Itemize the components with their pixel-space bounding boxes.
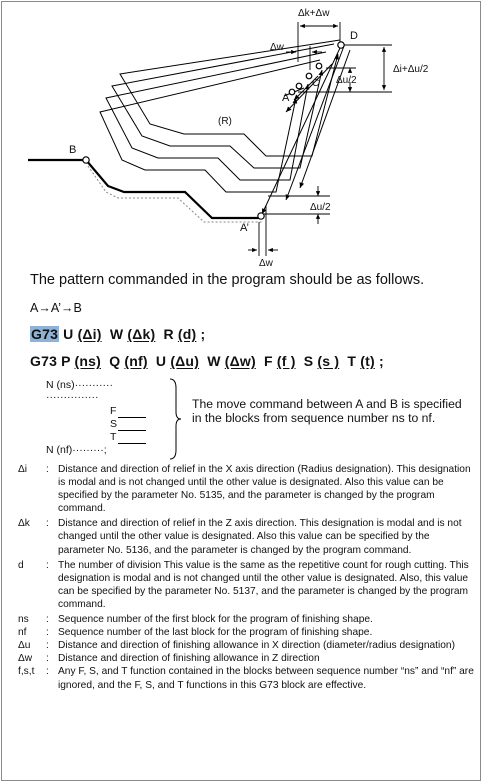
- definition-row: ns : Sequence number of the first block for the program of finishing shape.: [18, 614, 373, 626]
- pattern-description: The pattern commanded in the program should be as follows.: [30, 272, 425, 288]
- d-arg: (d): [177, 326, 197, 342]
- dim-dw-bottom-label: Δw: [259, 258, 273, 269]
- block-brace: [168, 378, 184, 460]
- point-a-prime-label: A’: [240, 222, 249, 234]
- di-arg: (Δi): [77, 326, 102, 342]
- dk-arg: (Δk): [127, 326, 156, 342]
- block-s: S: [110, 418, 118, 430]
- definition-row: Δi : Distance and direction of relief in the X axis direction (Radius designation). This designation is modal and is not changed until the other value is designated. Also this value can be specified by the parameter No. 5135, and the parameter is changed by the program command.: [18, 464, 471, 515]
- path-points: [83, 42, 344, 219]
- definition-row: Δk : Distance and direction of relief in the Z axis direction. This designation is modal and is not changed until the other value is designated. Also this value can be specified by the parameter No. 5136, and the parameter is changed by the program command.: [18, 518, 462, 556]
- block-f-underline: [118, 417, 146, 418]
- definition-row: Δw : Distance and direction of finishing allowance in Z direction: [18, 653, 320, 665]
- f-arg: (f ): [276, 353, 296, 369]
- dw-arg: (Δw): [224, 353, 256, 369]
- t-arg: (t): [360, 353, 375, 369]
- block-nf-line: N (nf)·········;: [46, 444, 107, 456]
- dim-dw-top-label: Δw: [270, 42, 284, 53]
- workpiece-profile: [28, 160, 262, 222]
- ns-arg: (ns): [74, 353, 101, 369]
- point-c-label: C: [312, 78, 320, 89]
- du-arg: (Δu): [170, 353, 200, 369]
- g73-line-1: G73 U (Δi) W (Δk) R (d) ;: [31, 326, 206, 342]
- definition-row: nf : Sequence number of the last block for the program of finishing shape.: [18, 627, 373, 639]
- dim-du2-top-label: Δu/2: [336, 75, 357, 86]
- path-r-label: (R): [218, 116, 232, 127]
- block-description: The move command between A and B is specified in the blocks from sequence number ns to nf.: [192, 397, 462, 425]
- point-a-label: A: [282, 92, 290, 104]
- block-dots-line: ···············: [46, 391, 99, 403]
- path-sequence: A→A’→B: [30, 301, 82, 315]
- block-f: F: [110, 405, 117, 417]
- g73-line-2: G73 P (ns) Q (nf) U (Δu) W (Δw) F (f ) S (s ) T (t) ;: [30, 353, 384, 369]
- g73-highlight: G73: [31, 326, 59, 342]
- dim-dk-dw-label: Δk+Δw: [298, 8, 330, 19]
- dimension-lines: [248, 22, 392, 256]
- dim-di-du-label: Δi+Δu/2: [393, 64, 429, 75]
- block-t-underline: [118, 443, 146, 444]
- definition-row: d : The number of division This value is the same as the repetitive count for rough cutting. This designation is modal and is not changed until the other value is designated. Also, this value can be specified by the parameter No. 5137, and the parameter is changed by the program command.: [18, 559, 469, 610]
- parameter-definitions: [18, 463, 478, 692]
- definition-row: Δu : Distance and direction of finishing allowance in X direction (diameter/radius designation): [18, 640, 455, 652]
- definition-row: f,s,t : Any F, S, and T function contained in the blocks between sequence number “ns” and “nf” are ignored, and the F, S, and T functions in this G73 block are effective.: [18, 666, 474, 691]
- block-t: T: [110, 431, 117, 443]
- block-s-underline: [118, 430, 146, 431]
- dim-du2-bottom-label: Δu/2: [310, 202, 331, 213]
- nf-arg: (nf): [124, 353, 148, 369]
- point-d-label: D: [350, 30, 358, 42]
- block-ns-line: N (ns)···········: [46, 379, 114, 391]
- roughing-passes: [100, 40, 350, 214]
- s-arg: (s ): [317, 353, 340, 369]
- point-b-label: B: [69, 144, 77, 156]
